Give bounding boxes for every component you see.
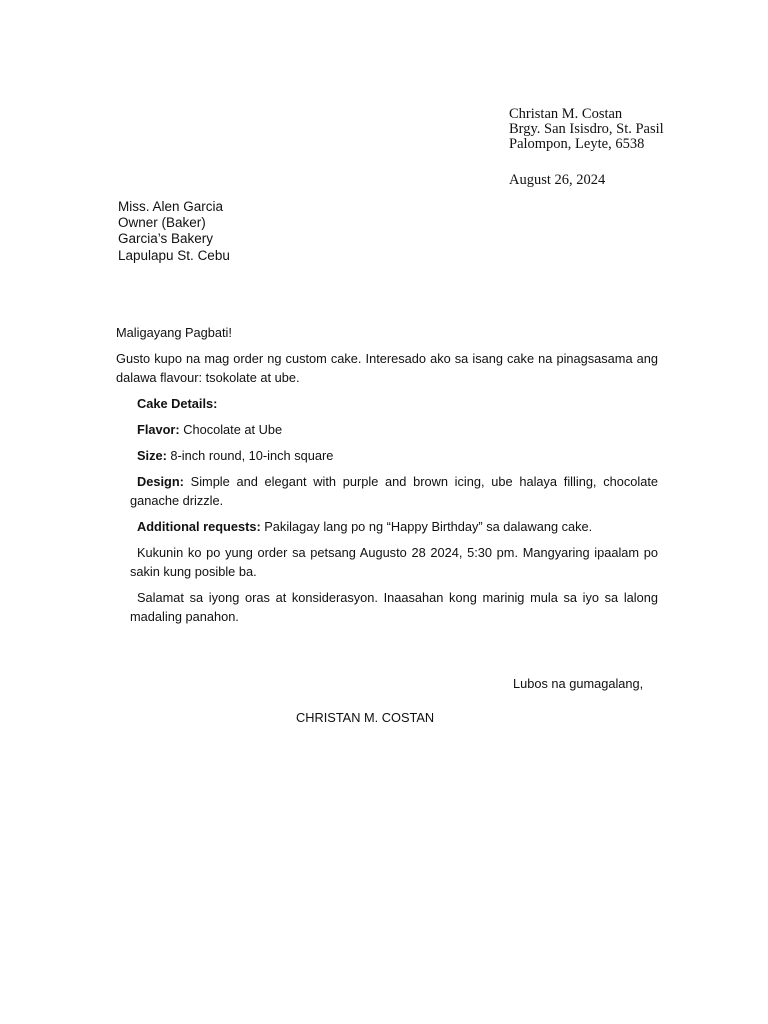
- pickup-paragraph: Kukunin ko po yung order sa petsang Augusto 28 2024, 5:30 pm. Mangyaring ipaalam po sakin kung posible ba.: [130, 545, 658, 579]
- sender-address-line-1: Brgy. San Isisdro, St. Pasil: [509, 121, 664, 137]
- signature-name: CHRISTAN M. COSTAN: [296, 710, 435, 725]
- sender-block: [509, 107, 664, 152]
- recipient-address: Lapulapu St. Cebu: [118, 247, 230, 263]
- greeting: Maligayang Pagbati!: [116, 325, 232, 340]
- size-label: Size:: [137, 448, 167, 463]
- recipient-name: Miss. Alen Garcia: [118, 199, 224, 214]
- size-value: 8-inch round, 10-inch square: [166, 448, 334, 463]
- flavor-line: [116, 420, 658, 439]
- size-line: [116, 446, 658, 465]
- closing-line: Lubos na gumagalang,: [513, 676, 644, 691]
- recipient-business: Garcia’s Bakery: [118, 231, 214, 247]
- thanks-paragraph: Salamat sa iyong oras at konsiderasyon. Inaasahan kong marinig mula sa iyo sa lalong madaling panahon.: [130, 590, 658, 624]
- flavor-label: Flavor:: [137, 422, 180, 437]
- design-line: [116, 472, 658, 510]
- cake-details-heading: [116, 394, 658, 413]
- letter-date: August 26, 2024: [509, 172, 606, 188]
- sender-address-line-2: Palompon, Leyte, 6538: [509, 136, 645, 152]
- recipient-block: [118, 199, 230, 264]
- requests-line: [116, 517, 658, 536]
- requests-value: Pakilagay lang po ng “Happy Birthday” sa dalawang cake.: [260, 519, 593, 534]
- recipient-title: Owner (Baker): [118, 215, 206, 231]
- intro-paragraph: Gusto kupo na mag order ng custom cake. Interesado ako sa isang cake na pinagsasama ang dalawa flavour: tsokolate at ube.: [116, 351, 658, 385]
- flavor-value: Chocolate at Ube: [179, 422, 283, 437]
- letter-body: [116, 323, 658, 633]
- design-value: Simple and elegant with purple and brown icing, ube halaya filling, chocolate ganache drizzle.: [130, 474, 658, 508]
- cake-details-label: Cake Details:: [137, 396, 218, 411]
- requests-label: Additional requests:: [137, 519, 261, 534]
- design-label: Design:: [137, 474, 184, 489]
- sender-name: Christan M. Costan: [509, 106, 623, 122]
